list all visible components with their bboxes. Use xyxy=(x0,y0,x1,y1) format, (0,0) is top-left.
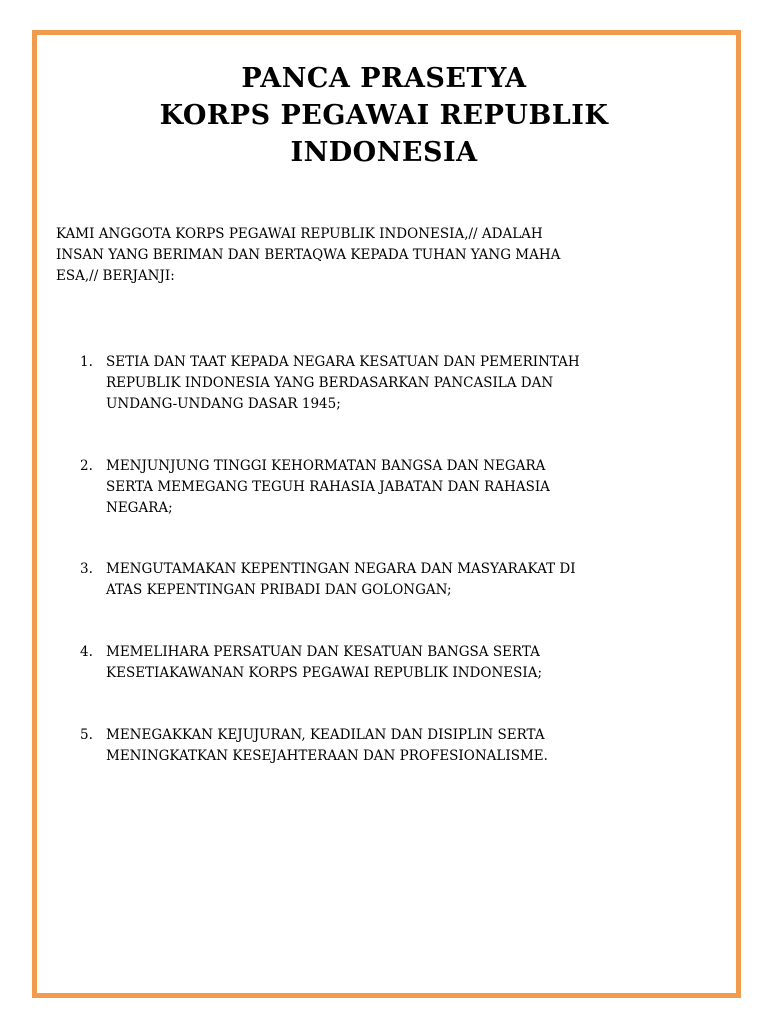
pledge-number: 5. xyxy=(80,727,93,743)
pledge-line: MEMELIHARA PERSATUAN DAN KESATUAN BANGSA SERTA xyxy=(106,644,540,660)
pledge-line: ATAS KEPENTINGAN PRIBADI DAN GOLONGAN; xyxy=(106,582,452,598)
pledge-line: REPUBLIK INDONESIA YANG BERDASARKAN PANCASILA DAN xyxy=(106,375,554,391)
document-title xyxy=(0,60,768,171)
pledge-line: NEGARA; xyxy=(106,500,173,516)
pledge-item-3 xyxy=(80,559,576,601)
pledge-number: 1. xyxy=(80,354,93,370)
pledge-line: KESETIAKAWANAN KORPS PEGAWAI REPUBLIK INDONESIA; xyxy=(106,665,542,681)
pledge-line: SETIA DAN TAAT KEPADA NEGARA KESATUAN DAN PEMERINTAH xyxy=(106,354,580,370)
title-line-1: PANCA PRASETYA xyxy=(241,63,527,94)
pledge-line: MENJUNJUNG TINGGI KEHORMATAN BANGSA DAN NEGARA xyxy=(106,458,546,474)
pledge-line: MENGUTAMAKAN KEPENTINGAN NEGARA DAN MASYARAKAT DI xyxy=(106,561,576,577)
intro-line-2: INSAN YANG BERIMAN DAN BERTAQWA KEPADA TUHAN YANG MAHA xyxy=(56,247,561,263)
title-line-3: INDONESIA xyxy=(290,137,478,168)
pledge-line: UNDANG-UNDANG DASAR 1945; xyxy=(106,396,341,412)
pledge-item-2 xyxy=(80,456,550,519)
pledge-line: MENEGAKKAN KEJUJURAN, KEADILAN DAN DISIPLIN SERTA xyxy=(106,727,545,743)
pledge-number: 3. xyxy=(80,561,93,577)
pledge-item-4 xyxy=(80,642,542,684)
pledge-number: 2. xyxy=(80,458,93,474)
intro-line-1: KAMI ANGGOTA KORPS PEGAWAI REPUBLIK INDONESIA,// ADALAH xyxy=(56,226,543,242)
pledge-number: 4. xyxy=(80,644,93,660)
pledge-line: MENINGKATKAN KESEJAHTERAAN DAN PROFESIONALISME. xyxy=(106,748,548,764)
pledge-item-5 xyxy=(80,725,548,767)
pledge-item-1 xyxy=(80,352,580,415)
title-line-2: KORPS PEGAWAI REPUBLIK xyxy=(159,100,609,131)
intro-line-3: ESA,// BERJANJI: xyxy=(56,268,175,284)
pledge-line: SERTA MEMEGANG TEGUH RAHASIA JABATAN DAN RAHASIA xyxy=(106,479,550,495)
intro-paragraph xyxy=(56,224,656,287)
